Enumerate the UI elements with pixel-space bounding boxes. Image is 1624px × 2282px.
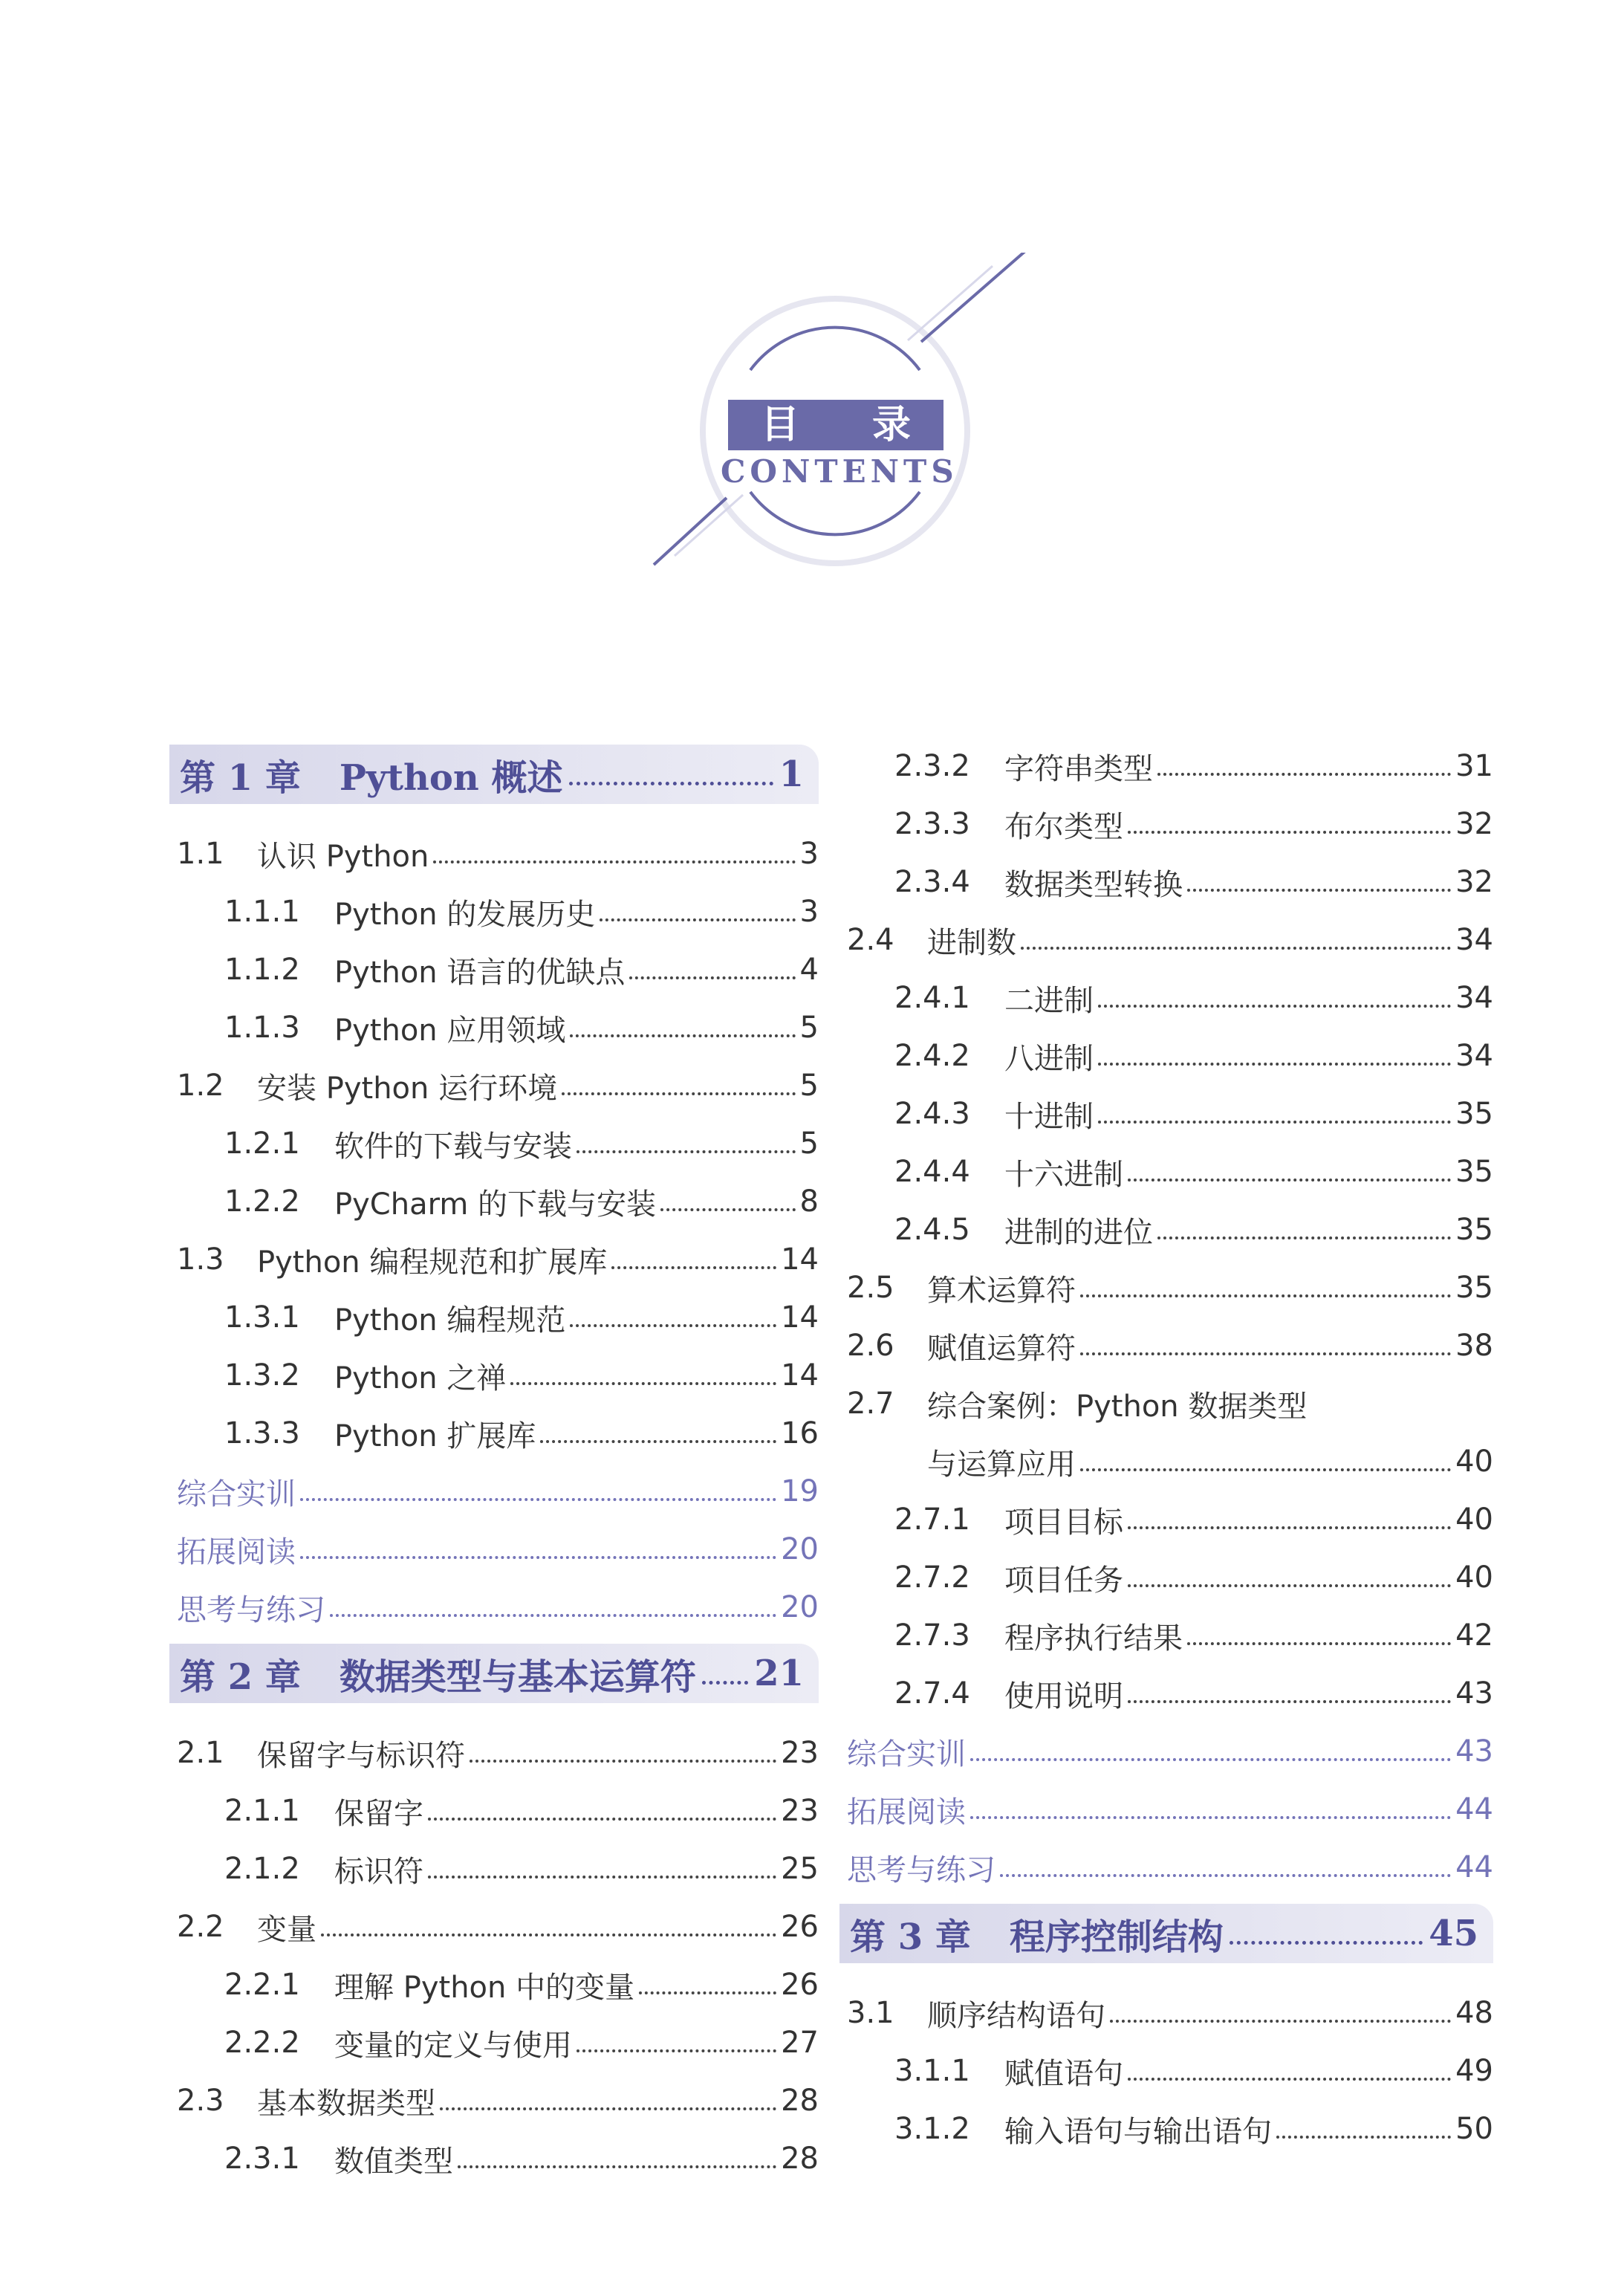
entry-number: 3.1.1: [894, 2054, 970, 2088]
entry-title: Python 编程规范: [334, 1303, 566, 1338]
entry-title: 综合实训: [847, 1737, 966, 1772]
dot-leader: [300, 1540, 776, 1559]
toc-entry[interactable]: [839, 1984, 1493, 2042]
entry-page: 16: [781, 1416, 819, 1450]
entry-number: 2.7.3: [894, 1618, 970, 1653]
toc-entry[interactable]: [839, 1201, 1493, 1259]
chapter-number: 第 1 章: [180, 756, 301, 799]
entry-number: 1.1: [177, 837, 224, 871]
dot-leader: [1000, 1858, 1451, 1877]
entry-page: 28: [781, 2084, 819, 2118]
entry-title: 二进制: [1004, 983, 1094, 1018]
dot-leader: [611, 1250, 776, 1269]
toc-entry[interactable]: [169, 1231, 819, 1289]
toc-entry[interactable]: [169, 1898, 819, 1956]
toc-entry[interactable]: [839, 2100, 1493, 2158]
toc-extra-entry[interactable]: [839, 1780, 1493, 1838]
entry-number: 2.4.4: [894, 1155, 970, 1189]
dot-leader: [629, 960, 795, 979]
entry-number: 1.3: [177, 1242, 224, 1277]
entry-title: Python 应用领域: [334, 1013, 566, 1048]
entry-number: 1.2: [177, 1069, 224, 1103]
chapter-page: 45: [1429, 1913, 1478, 1954]
dot-leader: [576, 1134, 796, 1153]
entry-page: 43: [1455, 1734, 1493, 1769]
dot-leader: [1187, 872, 1451, 892]
dot-leader: [458, 2149, 776, 2168]
entry-number: 2.3: [177, 2084, 224, 2118]
entry-title: 综合实训: [177, 1477, 296, 1511]
entry-number: 2.2.2: [224, 2026, 300, 2060]
entry-number: 2.6: [847, 1329, 894, 1363]
chapter-page: 1: [779, 753, 804, 795]
dot-leader: [576, 2033, 776, 2052]
entry-page: 5: [799, 1011, 819, 1045]
dot-leader: [1098, 1104, 1451, 1124]
entry-title: 十进制: [1004, 1099, 1094, 1134]
dot-leader: [1128, 814, 1451, 834]
entry-title: 顺序结构语句: [927, 1998, 1105, 2033]
toc-entry[interactable]: [169, 1346, 819, 1404]
entry-title: 变量的定义与使用: [334, 2028, 572, 2063]
toc-entry[interactable]: [839, 853, 1493, 911]
entry-title: 思考与练习: [177, 1592, 325, 1627]
toc-entry[interactable]: [169, 883, 819, 941]
entry-page: 35: [1455, 1155, 1493, 1189]
entry-page: 35: [1455, 1213, 1493, 1247]
entry-title: 拓展阅读: [847, 1795, 966, 1829]
toc-entry[interactable]: [839, 1143, 1493, 1201]
entry-title: 十六进制: [1004, 1157, 1123, 1192]
toc-entry[interactable]: [839, 1665, 1493, 1722]
toc-entry[interactable]: [169, 999, 819, 1057]
entry-title: Python 语言的优缺点: [334, 955, 626, 990]
dot-leader: [569, 764, 773, 785]
toc-entry[interactable]: [839, 1375, 1493, 1433]
entry-title: 赋值运算符: [927, 1331, 1076, 1366]
entry-number: 1.3.1: [224, 1300, 300, 1335]
toc-entry[interactable]: [839, 911, 1493, 969]
entry-number: 2.7: [847, 1387, 894, 1421]
toc-entry[interactable]: [169, 1724, 819, 1782]
entry-page: 19: [781, 1474, 819, 1508]
toc-right-column: [839, 737, 1493, 2158]
chapter-title: 程序控制结构: [1009, 1916, 1224, 1958]
entry-page: 5: [799, 1069, 819, 1103]
dot-leader: [562, 1076, 795, 1095]
entry-title: 赋值语句: [1004, 2056, 1123, 2091]
entry-page: 50: [1455, 2112, 1493, 2146]
chapter-number: 第 2 章: [180, 1656, 301, 1698]
entry-page: 34: [1455, 981, 1493, 1015]
entry-title: 保留字与标识符: [257, 1738, 465, 1773]
dot-leader: [470, 1743, 776, 1763]
entry-title: Python 扩展库: [334, 1419, 536, 1453]
dot-leader: [570, 1018, 795, 1037]
entry-number: 2.7.4: [894, 1676, 970, 1711]
entry-title: 保留字: [334, 1796, 423, 1831]
entry-page: 49: [1455, 2054, 1493, 2088]
toc-entry[interactable]: [839, 969, 1493, 1027]
entry-number: 1.1.1: [224, 895, 300, 929]
entry-title: 输入语句与输出语句: [1004, 2114, 1272, 2149]
toc-entry[interactable]: [169, 825, 819, 883]
entry-title: 布尔类型: [1004, 809, 1123, 844]
toc-entry[interactable]: [839, 2042, 1493, 2100]
toc-entry[interactable]: [839, 1027, 1493, 1085]
entry-title: 思考与练习: [847, 1852, 995, 1887]
entry-title: 项目任务: [1004, 1563, 1123, 1598]
toc-entry-continuation[interactable]: [839, 1433, 1493, 1491]
dot-leader: [1098, 1046, 1451, 1066]
toc-extra-entry[interactable]: [169, 1520, 819, 1578]
dot-leader: [1080, 1336, 1451, 1355]
dot-leader: [428, 1801, 776, 1821]
toc-entry[interactable]: [839, 795, 1493, 853]
entry-page: 23: [781, 1736, 819, 1770]
entry-title: 认识 Python: [257, 839, 429, 874]
entry-title: 数值类型: [334, 2144, 453, 2179]
entry-page: 44: [1455, 1850, 1493, 1884]
entry-number: 1.3.2: [224, 1358, 300, 1393]
toc-entry[interactable]: [169, 1057, 819, 1115]
entry-page: 34: [1455, 923, 1493, 957]
toc-left-column: [169, 737, 819, 2188]
entry-page: 27: [781, 2026, 819, 2060]
toc-entry[interactable]: [169, 2014, 819, 2072]
entry-title: 拓展阅读: [177, 1534, 296, 1569]
toc-entry[interactable]: [169, 2072, 819, 2130]
entry-number: 2.2.1: [224, 1968, 300, 2002]
entry-number: 2.4.2: [894, 1039, 970, 1073]
entry-page: 35: [1455, 1271, 1493, 1305]
entry-page: 14: [781, 1358, 819, 1393]
chapter-heading[interactable]: [169, 745, 819, 804]
dot-leader: [1021, 930, 1451, 950]
entry-page: 48: [1455, 1996, 1493, 2030]
chapter-page: 21: [754, 1653, 804, 1694]
toc-entry[interactable]: [839, 1259, 1493, 1317]
entry-number: 2.3.2: [894, 749, 970, 783]
toc-entry[interactable]: [169, 1404, 819, 1462]
entry-title: 变量: [257, 1912, 316, 1947]
entry-title: 与运算应用: [927, 1447, 1076, 1482]
dot-leader: [321, 1917, 776, 1936]
toc-entry[interactable]: [839, 1085, 1493, 1143]
entry-number: 2.7.1: [894, 1503, 970, 1537]
entry-number: 2.5: [847, 1271, 894, 1305]
toc-entry[interactable]: [169, 1956, 819, 2014]
entry-page: 3: [799, 895, 819, 929]
entry-page: 8: [799, 1184, 819, 1219]
dot-leader: [300, 1482, 776, 1501]
chapter-heading[interactable]: [839, 1904, 1493, 1963]
entry-title: 安装 Python 运行环境: [257, 1071, 558, 1106]
entry-number: 2.4.5: [894, 1213, 970, 1247]
chapter-number: 第 3 章: [850, 1916, 971, 1958]
entry-page: 23: [781, 1794, 819, 1828]
entry-number: 2.4.3: [894, 1097, 970, 1131]
toc-entry[interactable]: [169, 1173, 819, 1231]
entry-page: 14: [781, 1242, 819, 1277]
toc-entry[interactable]: [169, 2130, 819, 2188]
entry-page: 32: [1455, 865, 1493, 899]
dot-leader: [540, 1424, 776, 1443]
entry-title: 进制数: [927, 925, 1016, 960]
entry-title: 算术运算符: [927, 1273, 1076, 1308]
entry-title: Python 的发展历史: [334, 897, 596, 932]
entry-page: 35: [1455, 1097, 1493, 1131]
dot-leader: [428, 1859, 776, 1879]
entry-page: 26: [781, 1968, 819, 2002]
entry-number: 2.1: [177, 1736, 224, 1770]
entry-number: 1.3.3: [224, 1416, 300, 1450]
dot-leader: [600, 902, 795, 921]
toc-entry[interactable]: [839, 1549, 1493, 1607]
toc-entry[interactable]: [839, 1607, 1493, 1665]
toc-entry[interactable]: [169, 1115, 819, 1173]
toc-extra-entry[interactable]: [839, 1722, 1493, 1780]
toc-extra-entry[interactable]: [839, 1838, 1493, 1896]
dot-leader: [433, 844, 795, 863]
entry-title: 数据类型转换: [1004, 867, 1183, 902]
entry-number: 2.1.2: [224, 1852, 300, 1886]
entry-page: 4: [799, 953, 819, 987]
entry-title: 项目目标: [1004, 1505, 1123, 1540]
dot-leader: [330, 1598, 776, 1617]
entry-title: Python 之禅: [334, 1361, 507, 1396]
entry-page: 42: [1455, 1618, 1493, 1653]
entry-title: 基本数据类型: [257, 2086, 435, 2121]
entry-page: 32: [1455, 807, 1493, 841]
toc-entry[interactable]: [169, 1840, 819, 1898]
toc-entry[interactable]: [169, 1289, 819, 1346]
dot-leader: [1128, 1510, 1451, 1529]
entry-number: 2.3.3: [894, 807, 970, 841]
entry-number: 2.3.4: [894, 865, 970, 899]
dot-leader: [1110, 2003, 1451, 2023]
entry-number: 1.2.2: [224, 1184, 300, 1219]
toc-extra-entry[interactable]: [169, 1462, 819, 1520]
entry-number: 2.4.1: [894, 981, 970, 1015]
entry-title: 理解 Python 中的变量: [334, 1970, 635, 2005]
entry-page: 31: [1455, 749, 1493, 783]
entry-number: 2.3.1: [224, 2142, 300, 2176]
dot-leader: [1230, 1923, 1423, 1945]
entry-title: 八进制: [1004, 1041, 1094, 1076]
entry-page: 44: [1455, 1792, 1493, 1826]
entry-page: 40: [1455, 1503, 1493, 1537]
dot-leader: [1080, 1278, 1451, 1297]
toc-entry[interactable]: [839, 1491, 1493, 1549]
toc-extra-entry[interactable]: [169, 1578, 819, 1636]
entry-title: 软件的下载与安装: [334, 1129, 572, 1164]
entry-number: 1.2.1: [224, 1127, 300, 1161]
dot-leader: [1128, 1162, 1451, 1181]
dot-leader: [639, 1975, 776, 1994]
dot-leader: [970, 1742, 1451, 1761]
entry-page: 25: [781, 1852, 819, 1886]
entry-title: 使用说明: [1004, 1679, 1123, 1714]
dot-leader: [970, 1800, 1451, 1819]
entry-page: 40: [1455, 1445, 1493, 1479]
dot-leader: [1157, 756, 1451, 776]
dot-leader: [1098, 988, 1451, 1008]
entry-title: PyCharm 的下载与安装: [334, 1187, 657, 1222]
entry-title: 程序执行结果: [1004, 1621, 1183, 1656]
entry-page: 43: [1455, 1676, 1493, 1711]
entry-page: 26: [781, 1910, 819, 1944]
dot-leader: [570, 1308, 776, 1327]
toc-entry[interactable]: [839, 737, 1493, 795]
dot-leader: [660, 1192, 796, 1211]
entry-title: 进制的进位: [1004, 1215, 1153, 1250]
dot-leader: [702, 1663, 748, 1685]
chapter-heading[interactable]: [169, 1644, 819, 1703]
entry-number: 3.1: [847, 1996, 894, 2030]
entry-title: Python 编程规范和扩展库: [257, 1245, 608, 1280]
entry-page: 38: [1455, 1329, 1493, 1363]
entry-number: 2.2: [177, 1910, 224, 1944]
toc-entry[interactable]: [169, 941, 819, 999]
entry-number: 1.1.2: [224, 953, 300, 987]
dot-leader: [1128, 2061, 1451, 2081]
toc-entry[interactable]: [839, 1317, 1493, 1375]
dot-leader: [1128, 1684, 1451, 1703]
entry-number: 3.1.2: [894, 2112, 970, 2146]
entry-number: 2.1.1: [224, 1794, 300, 1828]
dot-leader: [440, 2091, 776, 2110]
entry-page: 5: [799, 1127, 819, 1161]
toc-entry[interactable]: [169, 1782, 819, 1840]
dot-leader: [1276, 2119, 1451, 2139]
entry-number: 1.1.3: [224, 1011, 300, 1045]
entry-title: 字符串类型: [1004, 751, 1153, 786]
dot-leader: [1080, 1452, 1451, 1471]
entry-page: 34: [1455, 1039, 1493, 1073]
entry-page: 20: [781, 1532, 819, 1566]
chapter-title: 数据类型与基本运算符: [339, 1656, 696, 1698]
entry-page: 40: [1455, 1560, 1493, 1595]
dot-leader: [1157, 1220, 1451, 1239]
entry-page: 14: [781, 1300, 819, 1335]
chapter-title: Python 概述: [339, 756, 563, 799]
page-subtitle: CONTENTS: [721, 453, 958, 490]
dot-leader: [1128, 1568, 1451, 1587]
entry-number: 2.7.2: [894, 1560, 970, 1595]
entry-title: 标识符: [334, 1854, 423, 1889]
entry-page: 28: [781, 2142, 819, 2176]
entry-number: 2.4: [847, 923, 894, 957]
entry-page: 20: [781, 1590, 819, 1624]
dot-leader: [1187, 1626, 1451, 1645]
entry-title: 综合案例：Python 数据类型: [927, 1389, 1308, 1424]
entry-page: 3: [799, 837, 819, 871]
page-title: 目 录: [728, 400, 943, 450]
dot-leader: [510, 1366, 776, 1385]
